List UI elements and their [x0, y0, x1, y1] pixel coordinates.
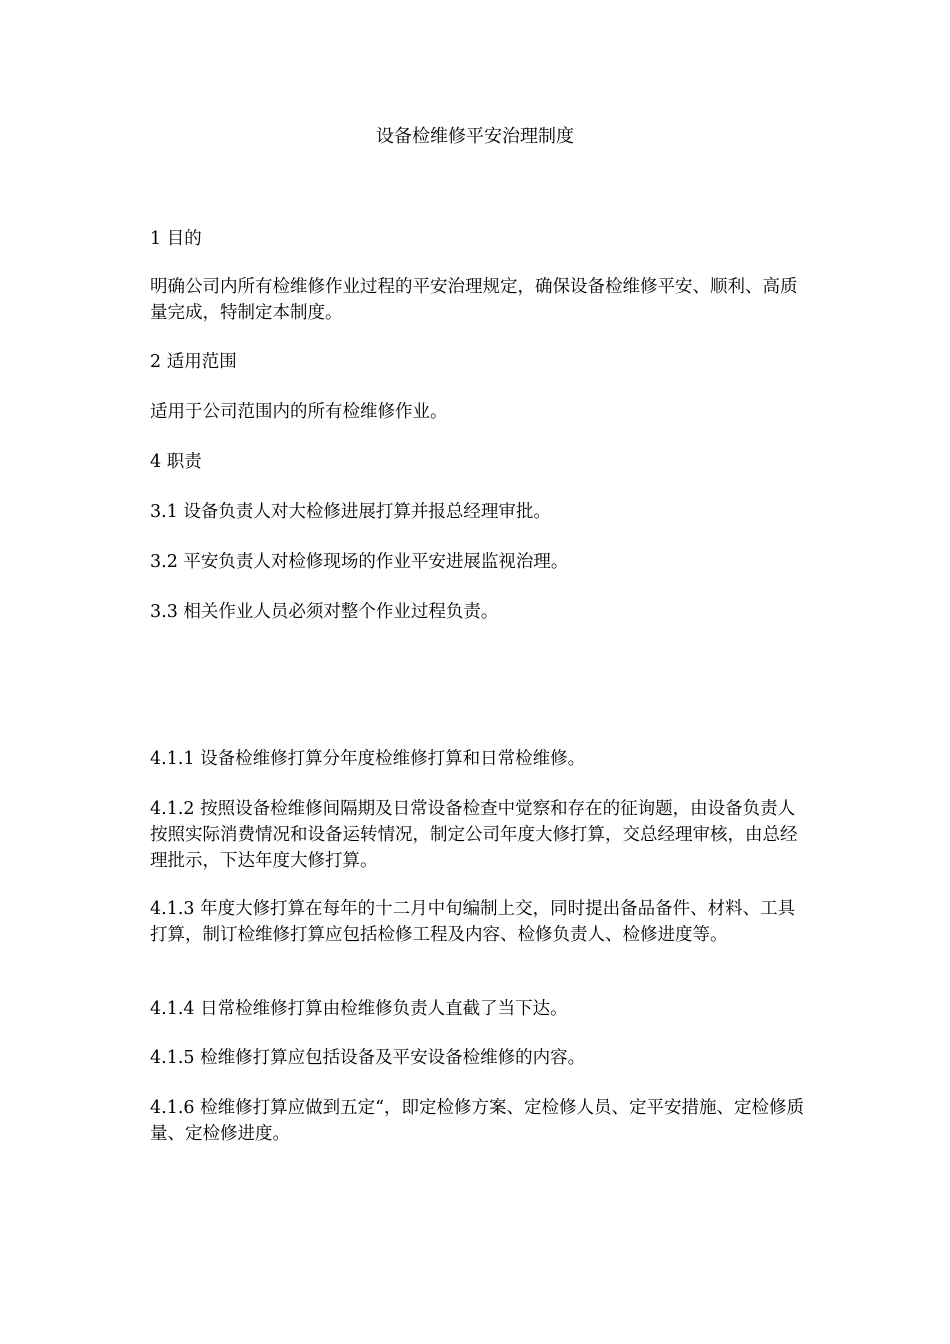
section-heading-duties: 4 职责	[150, 452, 202, 472]
section-body-scope: 适用于公司范围内的所有检维修作业。	[150, 402, 448, 422]
paragraph-4-1-3: 4.1.3 年度大修打算在每年的十二月中旬编制上交，同时提出备品备件、材料、工具打算，制订检维修打算应包括检修工程及内容、检修负责人、检修进度等。	[150, 899, 796, 945]
paragraph-4-1-1: 4.1.1 设备检维修打算分年度检维修打算和日常检维修。	[150, 749, 586, 769]
document-title: 设备检维修平安治理制度	[376, 126, 574, 147]
paragraph-4-1-5: 4.1.5 检维修打算应包括设备及平安设备检维修的内容。	[150, 1048, 586, 1068]
section-heading-scope: 2 适用范围	[150, 352, 237, 372]
paragraph-3-1: 3.1 设备负责人对大检修进展打算并报总经理审批。	[150, 502, 551, 522]
paragraph-4-1-4: 4.1.4 日常检维修打算由检维修负责人直截了当下达。	[150, 999, 568, 1019]
paragraph-3-2: 3.2 平安负责人对检修现场的作业平安进展监视治理。	[150, 552, 569, 572]
section-heading-purpose: 1 目的	[150, 229, 202, 249]
paragraph-4-1-2: 4.1.2 按照设备检维修间隔期及日常设备检查中觉察和存在的征询题，由设备负责人按照实际消费情况和设备运转情况，制定公司年度大修打算，交总经理审核，由总经理批示，下达年度大修打算。	[150, 799, 798, 871]
section-body-purpose: 明确公司内所有检维修作业过程的平安治理规定，确保设备检维修平安、顺利、高质量完成，特制定本制度。	[150, 277, 798, 323]
paragraph-4-1-6: 4.1.6 检维修打算应做到五定“，即定检修方案、定检修人员、定平安措施、定检修质量、定检修进度。	[150, 1098, 805, 1144]
paragraph-3-3: 3.3 相关作业人员必须对整个作业过程负责。	[150, 602, 499, 622]
